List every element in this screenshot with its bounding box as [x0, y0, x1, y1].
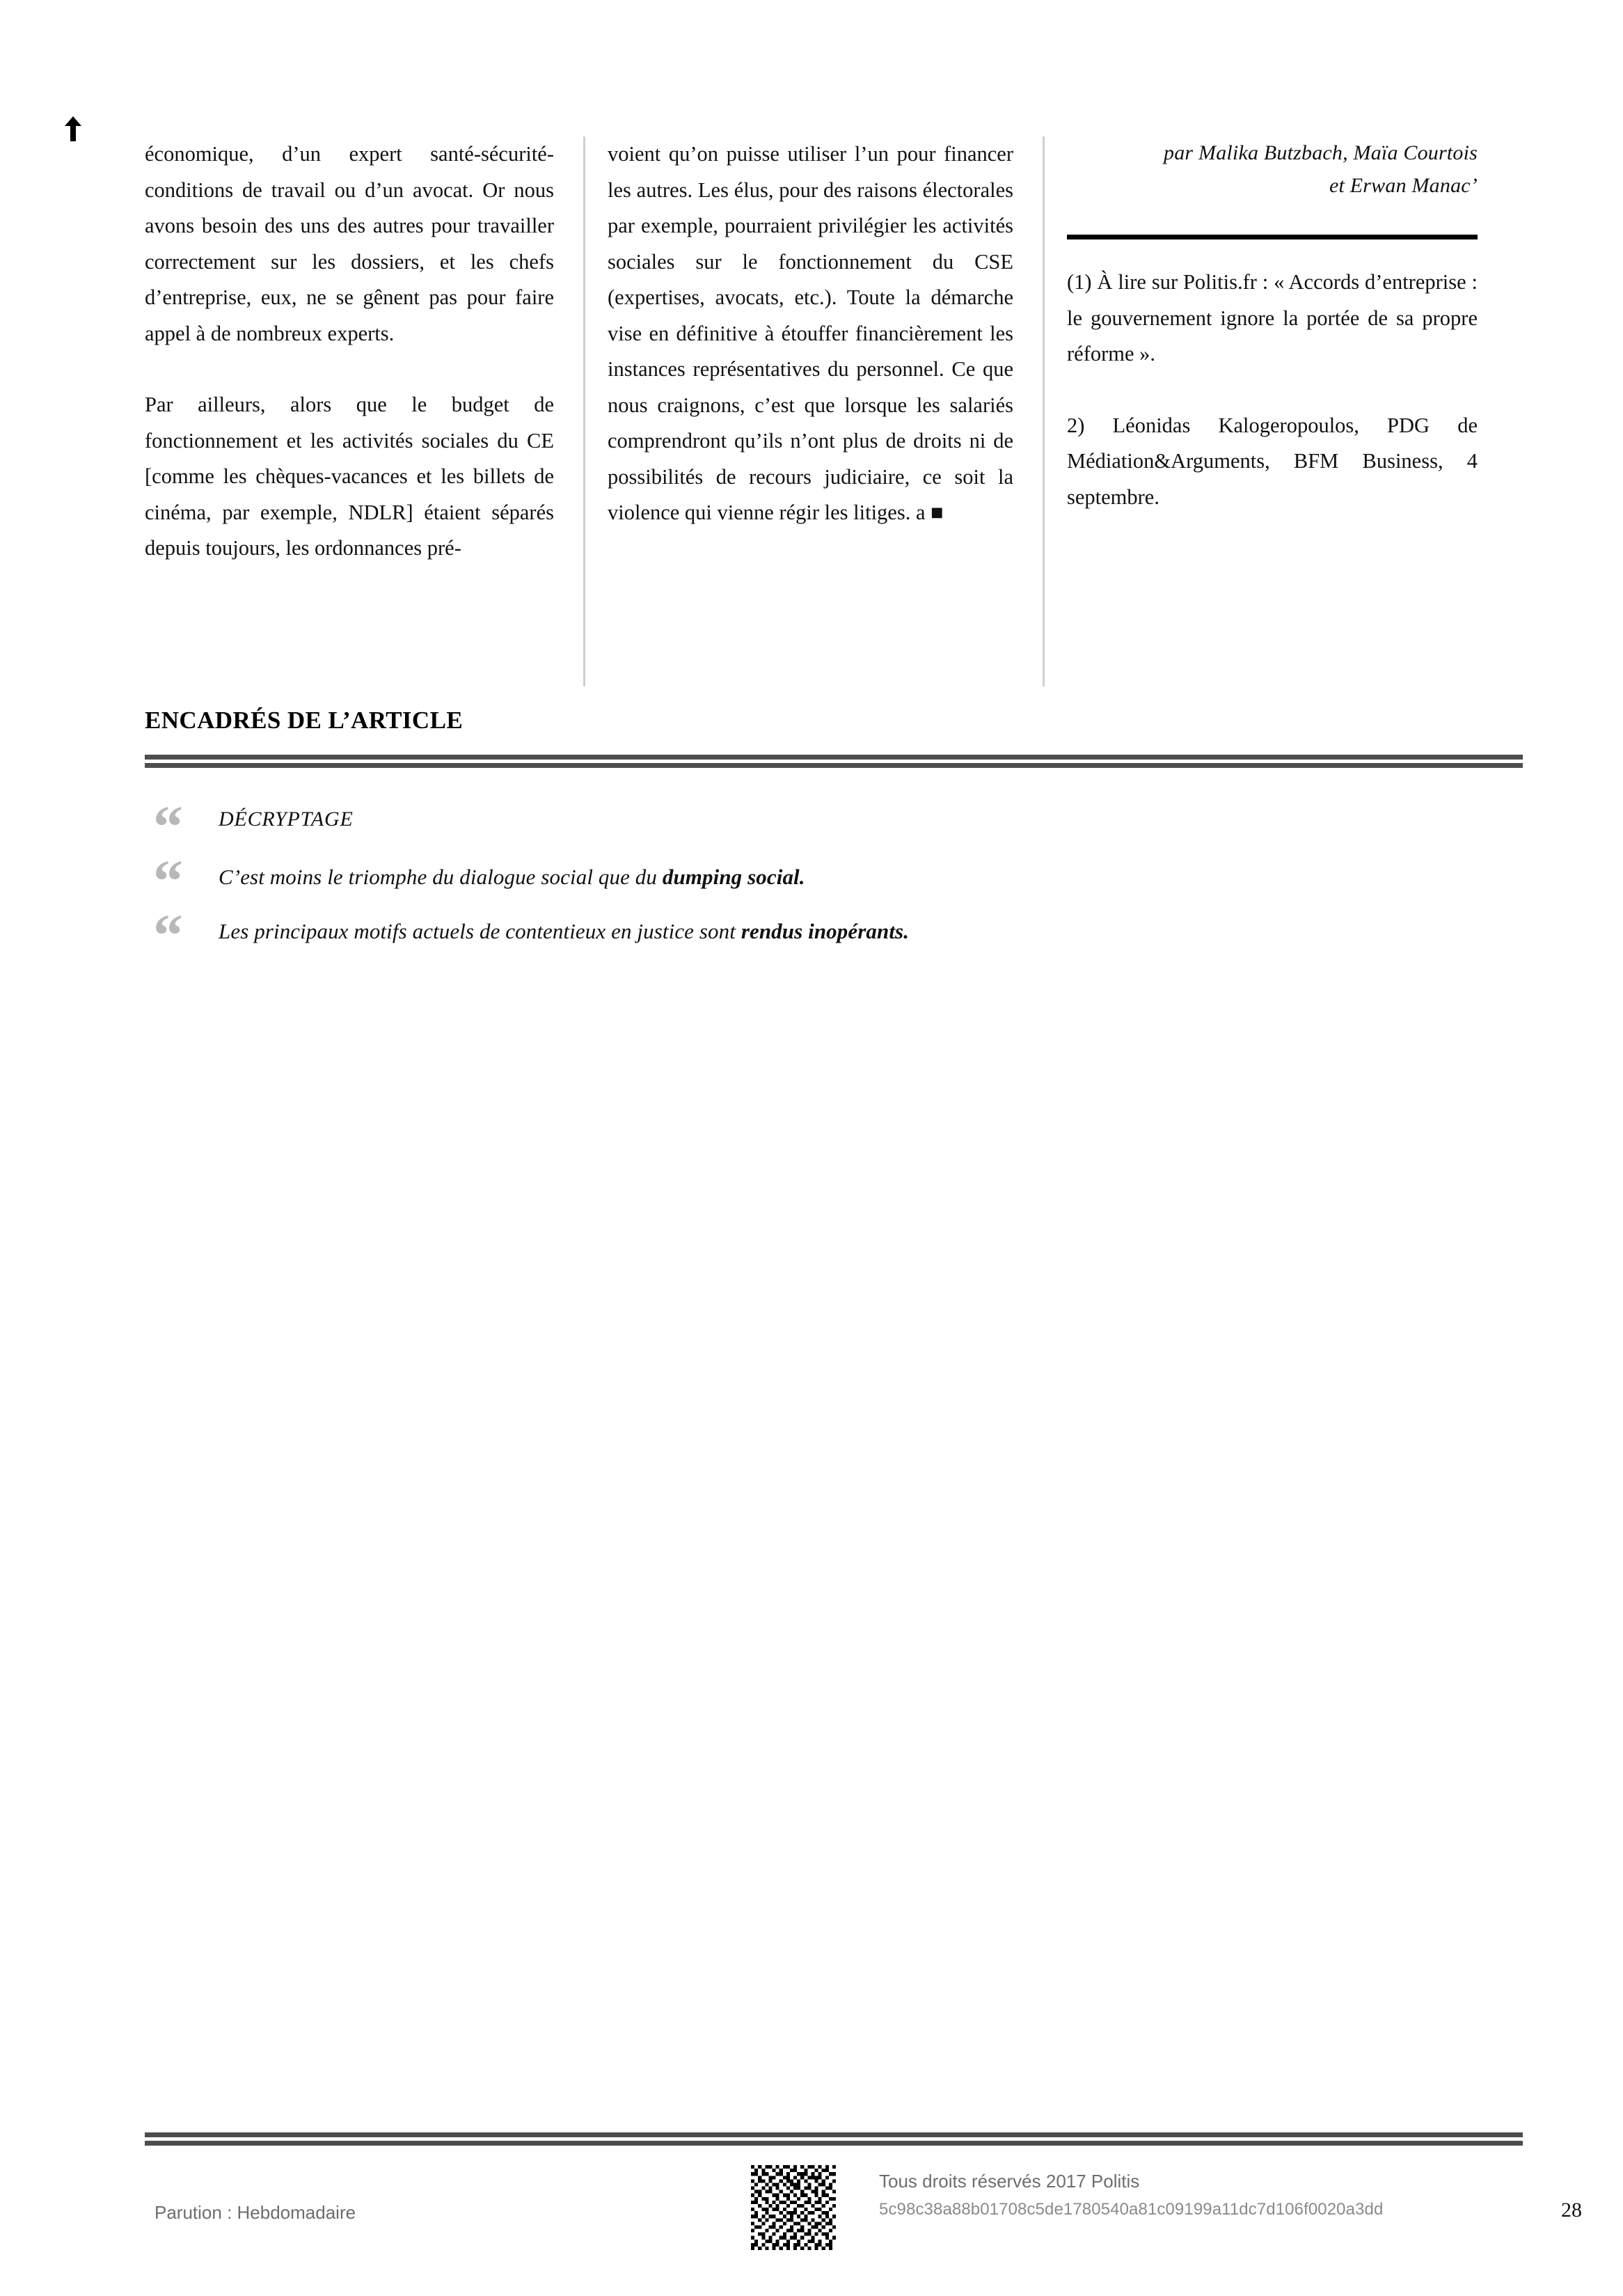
divider-bar — [145, 2132, 1523, 2137]
paragraph: économique, d’un expert santé-sécurité-conditions de travail ou d’un avocat. Or nous avons besoin des uns des autres pour travailler correctement sur les dossiers, et les chefs d’entreprise, eux, ne se gênent pas pour faire appel à de nombreux experts. — [145, 142, 554, 345]
quote-mark-icon: “ — [153, 793, 183, 860]
copyright-notice: Tous droits réservés 2017 Politis — [879, 2171, 1140, 2192]
byline — [1067, 136, 1478, 202]
quote-label: DÉCRYPTAGE — [219, 808, 354, 831]
quote-text-plain: Les principaux motifs actuels de contentieux en justice sont — [219, 919, 741, 943]
quote-item — [145, 793, 1523, 860]
byline-line-1: par Malika Butzbach, Maïa Courtois — [1164, 141, 1478, 164]
article-column-3 — [1067, 136, 1478, 515]
page-footer — [0, 2165, 1623, 2296]
quote-text-plain: C’est moins le triomphe du dialogue social que du — [219, 865, 663, 889]
column-separator-2 — [1043, 136, 1045, 686]
arrow-up-icon[interactable] — [63, 115, 84, 143]
paragraph: Par ailleurs, alors que le budget de fonctionnement et les activités sociales du CE [comme les chèques-vacances et les billets de cinéma, par exemple, NDLR] étaient séparés depuis toujours, les ordonnances pré- — [145, 393, 554, 560]
paragraph: voient qu’on puisse utiliser l’un pour financer les autres. Les élus, pour des raisons électorales par exemple, pourraient privilégier les activités sociales sur le fonctionnement du CSE (expertises, avocats, etc.). Toute la démarche vise en définitive à étouffer financièrement les instances représentatives du personnel. Ce que nous craignons, c’est que lorsque les salariés comprendront qu’ils n’ont plus de droits ni de possibilités de recours judiciaire, ce soit la violence qui vienne régir les litiges. a ■ — [608, 142, 1013, 524]
article-column-1 — [145, 136, 554, 602]
encadres-heading: ENCADRÉS DE L’ARTICLE — [145, 707, 464, 734]
article-column-2 — [608, 136, 1013, 567]
quote-text — [219, 865, 805, 889]
byline-line-2: et Erwan Manac’ — [1329, 174, 1478, 197]
quote-text-bold: dumping social. — [662, 865, 805, 889]
quote-list — [145, 793, 1523, 968]
quote-mark-icon: “ — [153, 847, 183, 914]
article-body — [145, 136, 1523, 686]
document-hash: 5c98c38a88b01708c5de1780540a81c09199a11dc7d106f0020a3dd — [879, 2200, 1384, 2219]
quote-item — [145, 902, 1523, 968]
byline-divider — [1067, 235, 1478, 239]
footnote-2: 2) Léonidas Kalogeropoulos, PDG de Médiation&Arguments, BFM Business, 4 septembre. — [1067, 413, 1478, 509]
quote-text-bold: rendus inopérants. — [741, 919, 910, 943]
column-separator-1 — [583, 136, 585, 686]
datamatrix-barcode — [751, 2165, 836, 2250]
divider-bar — [145, 755, 1523, 760]
divider-bar — [145, 763, 1523, 768]
quote-mark-icon: “ — [153, 902, 183, 968]
section-divider-top — [145, 755, 1523, 768]
quote-text — [219, 919, 909, 943]
section-divider-bottom — [145, 2132, 1523, 2146]
quote-item — [145, 847, 1523, 914]
divider-bar — [145, 2141, 1523, 2146]
footnote-1: (1) À lire sur Politis.fr : « Accords d’entreprise : le gouvernement ignore la portée de sa propre réforme ». — [1067, 270, 1478, 365]
page-number: 28 — [1561, 2199, 1582, 2222]
publication-frequency: Parution : Hebdomadaire — [155, 2202, 356, 2223]
